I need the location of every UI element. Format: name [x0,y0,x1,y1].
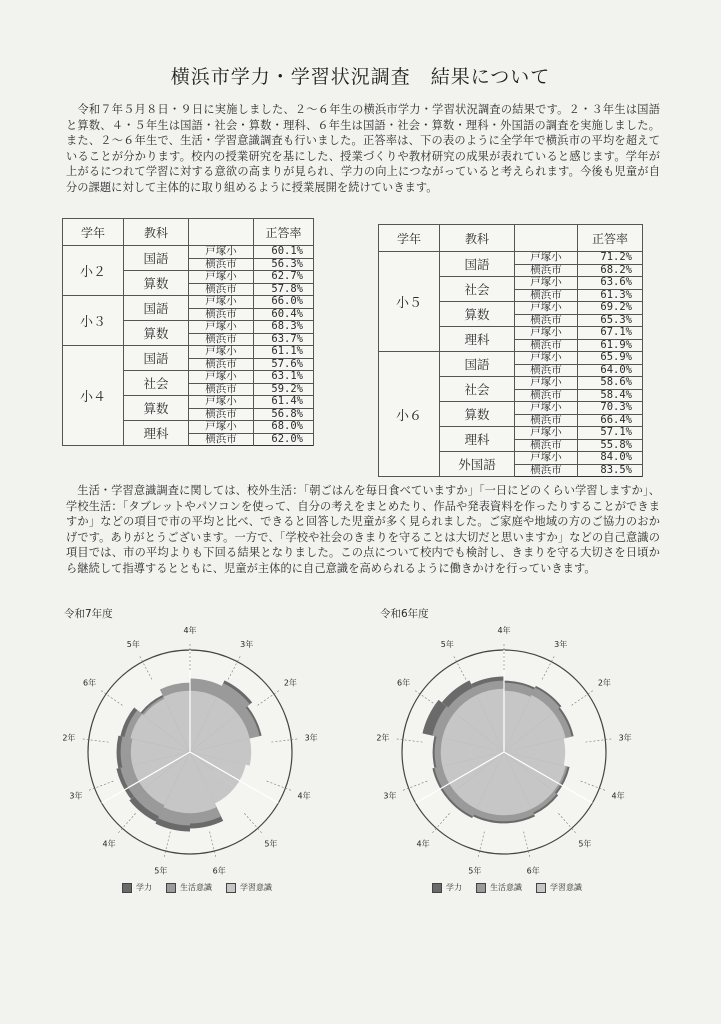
spoke-label: 3年 [240,639,254,649]
grade-cell: 小６ [379,352,440,477]
subject-cell: 国語 [440,352,515,377]
subject-cell: 外国語 [440,452,515,477]
spoke-label: 3年 [69,791,83,801]
city-label: 横浜市 [515,414,578,427]
subject-cell: 算数 [124,321,189,346]
school-label: 戸塚小 [515,352,578,365]
school-rate: 63.1% [254,371,314,384]
spoke-label: 6年 [397,678,411,688]
city-label: 横浜市 [515,264,578,277]
school-rate: 67.1% [578,327,643,340]
legend-item [536,882,582,893]
city-rate: 64.0% [578,364,643,377]
spoke-label: 5年 [126,639,140,649]
spoke-label: 5年 [264,839,278,849]
spoke-label: 4年 [611,791,625,801]
city-label: 横浜市 [189,383,254,396]
school-label: 戸塚小 [515,427,578,440]
city-label: 横浜市 [515,364,578,377]
city-label: 横浜市 [189,408,254,421]
spoke-label: 4年 [497,626,511,635]
legend-item [432,882,462,893]
city-rate: 83.5% [578,464,643,477]
school-rate: 60.1% [254,246,314,259]
header-rate: 正答率 [578,225,643,252]
spoke-label: 4年 [102,839,116,849]
results-table-right [378,224,643,477]
table-header-row [379,225,643,252]
grade-cell: 小５ [379,252,440,352]
school-rate: 63.6% [578,277,643,290]
city-rate: 62.0% [254,433,314,446]
spoke-label: 6年 [212,866,226,876]
school-label: 戸塚小 [189,371,254,384]
chart-year-label: 令和6年度 [380,608,429,620]
subject-cell: 国語 [124,296,189,321]
city-rate: 58.4% [578,389,643,402]
legend-swatch [122,883,132,893]
school-label: 戸塚小 [515,327,578,340]
city-rate: 59.2% [254,383,314,396]
city-label: 横浜市 [189,258,254,271]
school-label: 戸塚小 [515,277,578,290]
city-rate: 57.8% [254,283,314,296]
survey-paragraph: 生活・学習意識調査に関しては、校外生活：「朝ごはんを毎日食べていますか」「一日にどのくらい学習しますか」、学校生活：「タブレットやパソコンを使って、自分の考えをまとめたり、作品や発表資料を作ったりすることができますか」などの項目で市の平均と比べ、できると回答した児童が多く見られました。ご家庭や地域の方のご協力のおかげです。ありがとうございます。一方で、「学校や社会のきまりを守ることは大切だと思いますか」などの自己意識の項目では、市の平均よりも下回る結果となりました。この点について校内でも検討し、きまりを守る大切さを日頃から継続して指導するとともに、児童が主体的に自己意識を高められるように働きかけを行っていきます。 [66,484,660,575]
spoke-label: 6年 [526,866,540,876]
grade-cell: 小２ [63,246,124,296]
city-rate: 65.3% [578,314,643,327]
chart-year-label: 令和7年度 [64,608,113,620]
city-rate: 55.8% [578,439,643,452]
school-rate: 69.2% [578,302,643,315]
school-label: 戸塚小 [515,377,578,390]
school-label: 戸塚小 [189,321,254,334]
school-rate: 62.7% [254,271,314,284]
spoke-label: 4年 [297,791,311,801]
spoke-label: 2年 [283,678,297,688]
city-label: 横浜市 [189,433,254,446]
legend-item [122,882,152,893]
legend-swatch [226,883,236,893]
school-label: 戸塚小 [189,246,254,259]
legend-label: 学力 [446,883,462,892]
header-school [515,225,578,252]
school-rate: 71.2% [578,252,643,265]
header-grade: 学年 [63,219,124,246]
subject-cell: 社会 [440,277,515,302]
legend-item [226,882,272,893]
table-row [63,296,314,309]
page-title: 横浜市学力・学習状況調査 結果について [170,66,551,88]
city-label: 横浜市 [189,308,254,321]
legend-label: 生活意識 [490,883,522,892]
subject-cell: 国語 [124,246,189,271]
school-label: 戸塚小 [515,452,578,465]
legend-label: 学習意識 [240,883,272,892]
city-rate: 63.7% [254,333,314,346]
spoke-label: 5年 [468,866,482,876]
legend-swatch [166,883,176,893]
school-rate: 61.1% [254,346,314,359]
legend-item [476,882,522,893]
table-row [379,352,643,365]
city-label: 横浜市 [189,333,254,346]
school-rate: 68.0% [254,421,314,434]
school-label: 戸塚小 [189,296,254,309]
intro-paragraph: 令和７年５月８日・９日に実施しました、２～６年生の横浜市学力・学習状況調査の結果です。２・３年生は国語と算数、４・５年生は国語・社会・算数・理科、６年生は国語・社会・算数・理科・外国語の調査を実施しました。また、２～６年生で、生活・学習意識調査も行いました。正答率は、下の表のように全学年で横浜市の平均を超えていることが分かります。校内の授業研究を基にした、授業づくりや教材研究の成果が表れていると感じます。学年が上がるにつれて学習に対する意欲の高まりが見られ、学力の向上につながっていると考えられます。今後も児童が自分の課題に対して主体的に取り組めるように授業展開を続けていきます。 [66,103,660,194]
school-label: 戸塚小 [515,252,578,265]
table-header-row [63,219,314,246]
subject-cell: 算数 [124,396,189,421]
subject-cell: 算数 [440,402,515,427]
subject-cell: 算数 [440,302,515,327]
spoke-label: 5年 [578,839,592,849]
results-table-left [62,218,314,446]
city-rate: 57.6% [254,358,314,371]
subject-cell: 理科 [124,421,189,446]
school-label: 戸塚小 [515,402,578,415]
school-label: 戸塚小 [189,271,254,284]
city-rate: 56.8% [254,408,314,421]
spoke-label: 6年 [83,678,97,688]
header-subject: 教科 [124,219,189,246]
table-row [63,346,314,359]
school-rate: 68.3% [254,321,314,334]
spoke-label: 4年 [416,839,430,849]
header-rate: 正答率 [254,219,314,246]
city-rate: 68.2% [578,264,643,277]
city-label: 横浜市 [515,389,578,402]
city-label: 横浜市 [515,314,578,327]
spoke-label: 3年 [618,733,632,743]
school-rate: 57.1% [578,427,643,440]
subject-cell: 理科 [440,327,515,352]
city-label: 横浜市 [515,339,578,352]
grade-cell: 小４ [63,346,124,446]
grade-cell: 小３ [63,296,124,346]
subject-cell: 国語 [124,346,189,371]
legend-label: 学力 [136,883,152,892]
city-rate: 61.3% [578,289,643,302]
spoke-label: 5年 [440,639,454,649]
spoke-label: 2年 [597,678,611,688]
spoke-label: 3年 [304,733,318,743]
school-rate: 58.6% [578,377,643,390]
city-rate: 60.4% [254,308,314,321]
subject-cell: 社会 [124,371,189,396]
legend-item [166,882,212,893]
header-subject: 教科 [440,225,515,252]
legend-label: 学習意識 [550,883,582,892]
legend-label: 生活意識 [180,883,212,892]
chart-legend [432,882,582,893]
school-rate: 66.0% [254,296,314,309]
spoke-label: 5年 [154,866,168,876]
spoke-label: 3年 [383,791,397,801]
school-rate: 61.4% [254,396,314,409]
subject-cell: 理科 [440,427,515,452]
legend-swatch [432,883,442,893]
city-label: 横浜市 [515,439,578,452]
spoke-label: 2年 [62,733,76,743]
radar-chart [376,620,632,876]
subject-cell: 国語 [440,252,515,277]
school-label: 戸塚小 [189,346,254,359]
table-row [63,246,314,259]
city-label: 横浜市 [189,358,254,371]
spoke-label: 3年 [554,639,568,649]
city-rate: 66.4% [578,414,643,427]
school-label: 戸塚小 [515,302,578,315]
legend-swatch [536,883,546,893]
school-rate: 84.0% [578,452,643,465]
radar-chart [62,620,318,876]
school-rate: 70.3% [578,402,643,415]
school-label: 戸塚小 [189,396,254,409]
table-row [379,252,643,265]
spoke-label: 4年 [183,626,197,635]
chart-legend [122,882,272,893]
spoke-label: 2年 [376,733,390,743]
city-rate: 61.9% [578,339,643,352]
header-school [189,219,254,246]
legend-swatch [476,883,486,893]
city-label: 横浜市 [515,464,578,477]
subject-cell: 社会 [440,377,515,402]
city-label: 横浜市 [515,289,578,302]
city-label: 横浜市 [189,283,254,296]
school-rate: 65.9% [578,352,643,365]
header-grade: 学年 [379,225,440,252]
city-rate: 56.3% [254,258,314,271]
subject-cell: 算数 [124,271,189,296]
school-label: 戸塚小 [189,421,254,434]
